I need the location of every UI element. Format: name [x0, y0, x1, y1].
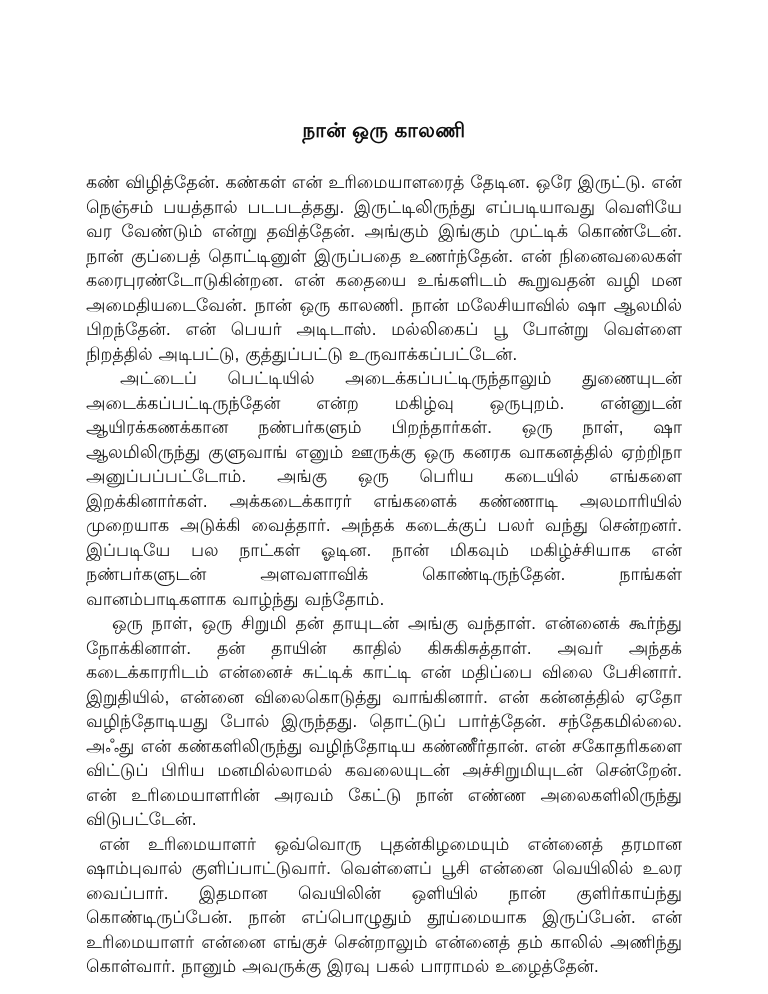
document-title: நான் ஒரு காலணி	[302, 120, 466, 142]
paragraph-2: அட்டைப் பெட்டியில் அடைக்கப்பட்டிருந்தாலும் துணையுடன் அடைக்கப்பட்டிருந்தேன் என்ற மகிழ்வு ஒருபுறம். என்னுடன் ஆயிரக்கணக்கான நண்பர்களும் பிறந்தார்கள். ஒரு நாள், ஷா ஆலமிலிருந்து குளுவாங் எனும் ஊருக்கு ஒரு கனரக வாகனத்தில் ஏற்றிநா அனுப்பப்பட்டோம். அங்கு ஒரு பெரிய கடையில் எங்களை இறக்கினார்கள். அக்கடைக்காரர் எங்களைக் கண்ணாடி அலமாரியில் முறையாக அடுக்கி வைத்தார். அந்தக் கடைக்குப் பலர் வந்து சென்றனர். இப்படியே பல நாட்கள் ஓடின. நான் மிகவும் மகிழ்ச்சியாக என் நண்பர்களுடன் அளவளாவிக் கொண்டிருந்தேன். நாங்கள் வானம்பாடிகளாக வாழ்ந்து வந்தோம்.	[86, 368, 682, 609]
paragraph-4: என் உரிமையாளர் ஒவ்வொரு புதன்கிழமையும் என்னைத் தரமான ஷாம்புவால் குளிப்பாட்டுவார். வெள்ளைப் பூசி என்னை வெயிலில் உலர வைப்பார். இதமான வெயிலின் ஒளியில் நான் குளிர்காய்ந்து கொண்டிருப்பேன். நான் எப்பொழுதும் தூய்மையாக இருப்பேன். என் உரிமையாளர் என்னை எங்குச் சென்றாலும் என்னைத் தம் காலில் அணிந்து கொள்வார். நானும் அவருக்கு இரவு பகல் பாராமல் உழைத்தேன்.	[86, 833, 682, 976]
paragraph-1: கண் விழித்தேன். கண்கள் என் உரிமையாளரைத் தேடின. ஒரே இருட்டு. என் நெஞ்சம் பயத்தால் படபடத்தது. இருட்டிலிருந்து எப்படியாவது வெளியே வர வேண்டும் என்று தவித்தேன். அங்கும் இங்கும் முட்டிக் கொண்டேன். நான் குப்பைத் தொட்டினுள் இருப்பதை உணர்ந்தேன். என் நினைவலைகள் கரைபுரண்டோடுகின்றன. என் கதையை உங்களிடம் கூறுவதன் வழி மன அமைதியடைவேன். நான் ஒரு காலணி. நான் மலேசியாவில் ஷா ஆலமில் பிறந்தேன். என் பெயர் அடிடாஸ். மல்லிகைப் பூ போன்று வெள்ளை நிறத்தில் அடிபட்டு, குத்துப்பட்டு உருவாக்கப்பட்டேன்.	[86, 172, 682, 364]
document-body	[86, 170, 682, 979]
paragraph-3: ஒரு நாள், ஒரு சிறுமி தன் தாயுடன் அங்கு வந்தாள். என்னைக் கூர்ந்து நோக்கினாள். தன் தாயின் காதில் கிசுகிசுத்தாள். அவர் அந்தக் கடைக்காரரிடம் என்னைச் சுட்டிக் காட்டி என் மதிப்பை விலை பேசினார். இறுதியில், என்னை விலைகொடுத்து வாங்கினார். என் கன்னத்தில் ஏதோ வழிந்தோடியது போல் இருந்தது. தொட்டுப் பார்த்தேன். சந்தேகமில்லை. அஃது என் கண்களிலிருந்து வழிந்தோடிய கண்ணீர்தான். என் சகோதரிகளை விட்டுப் பிரிய மனமில்லாமல் கவலையுடன் அச்சிறுமியுடன் சென்றேன். என் உரிமையாளரின் அரவம் கேட்டு நான் எண்ண அலைகளிலிருந்து விடுபட்டேன்.	[86, 613, 682, 829]
